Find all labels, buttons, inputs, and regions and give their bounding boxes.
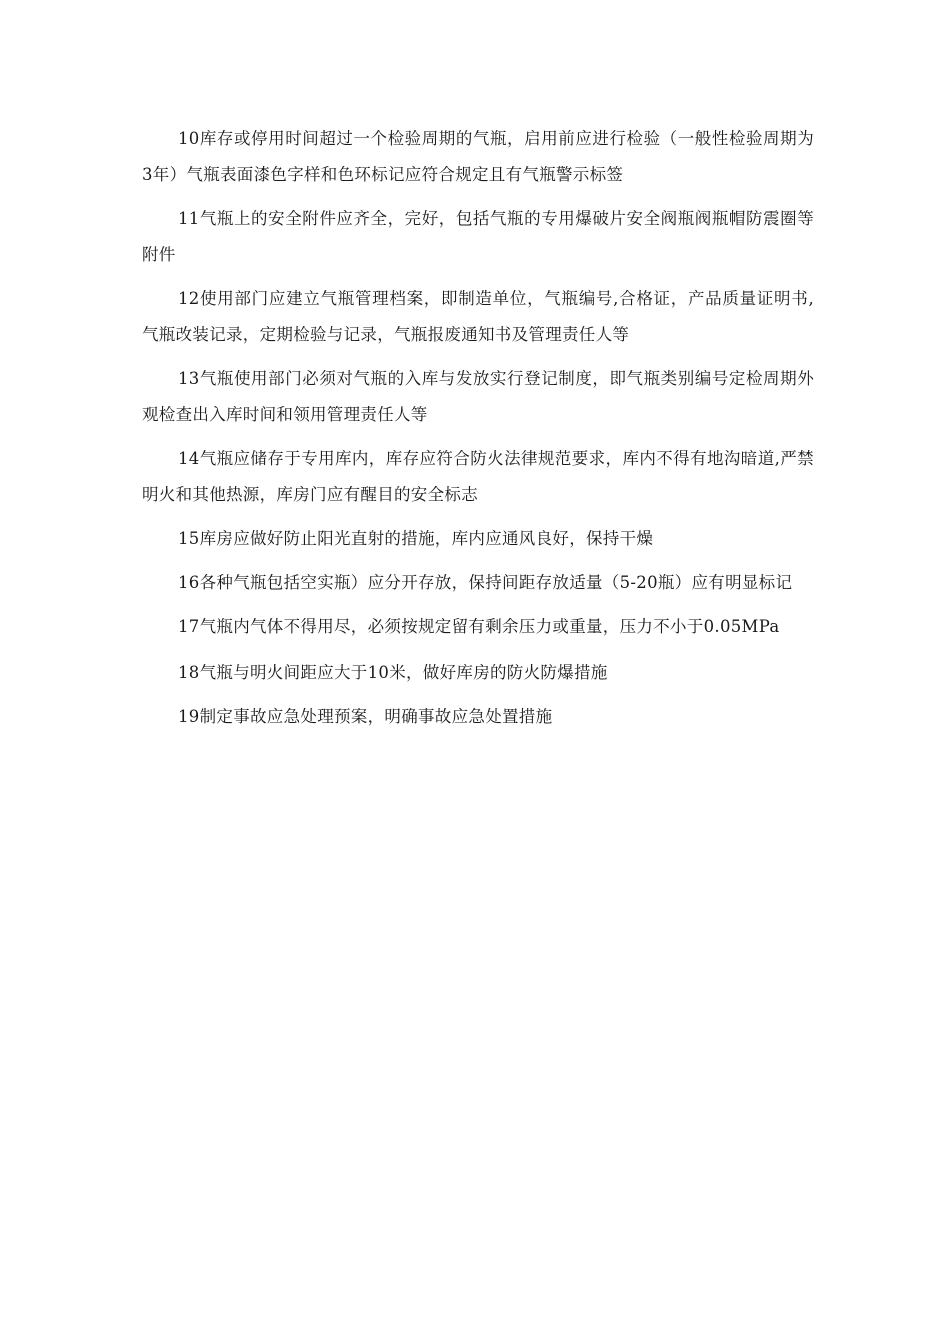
paragraph-17: 17气瓶内气体不得用尽，必须按规定留有剩余压力或重量，压力不小于0.05MPa — [178, 617, 780, 636]
paragraph-15: 15库房应做好防止阳光直射的措施，库内应通风良好，保持干燥 — [178, 529, 654, 548]
paragraph-19: 19制定事故应急处理预案，明确事故应急处置措施 — [178, 707, 553, 726]
paragraph-12: 12使用部门应建立气瓶管理档案，即制造单位，气瓶编号,合格证，产品质量证明书,气瓶改装记录，定期检验与记录，气瓶报废通知书及管理责任人等 — [142, 289, 814, 344]
paragraph-14: 14气瓶应储存于专用库内，库存应符合防火法律规范要求，库内不得有地沟暗道,严禁明火和其他热源，库房门应有醒目的安全标志 — [142, 449, 814, 504]
paragraph-11: 11气瓶上的安全附件应齐全，完好，包括气瓶的专用爆破片安全阀瓶阀瓶帽防震圈等附件 — [142, 209, 814, 264]
paragraph-10: 10库存或停用时间超过一个检验周期的气瓶，启用前应进行检验（一般性检验周期为3年）气瓶表面漆色字样和色环标记应符合规定且有气瓶警示标签 — [142, 129, 814, 184]
document-body — [142, 121, 814, 743]
paragraph-13: 13气瓶使用部门必须对气瓶的入库与发放实行登记制度，即气瓶类别编号定检周期外观检查出入库时间和领用管理责任人等 — [142, 369, 814, 424]
paragraph-18: 18气瓶与明火间距应大于10米，做好库房的防火防爆措施 — [178, 663, 608, 682]
paragraph-16: 16各种气瓶包括空实瓶）应分开存放，保持间距存放适量（5-20瓶）应有明显标记 — [178, 573, 793, 592]
